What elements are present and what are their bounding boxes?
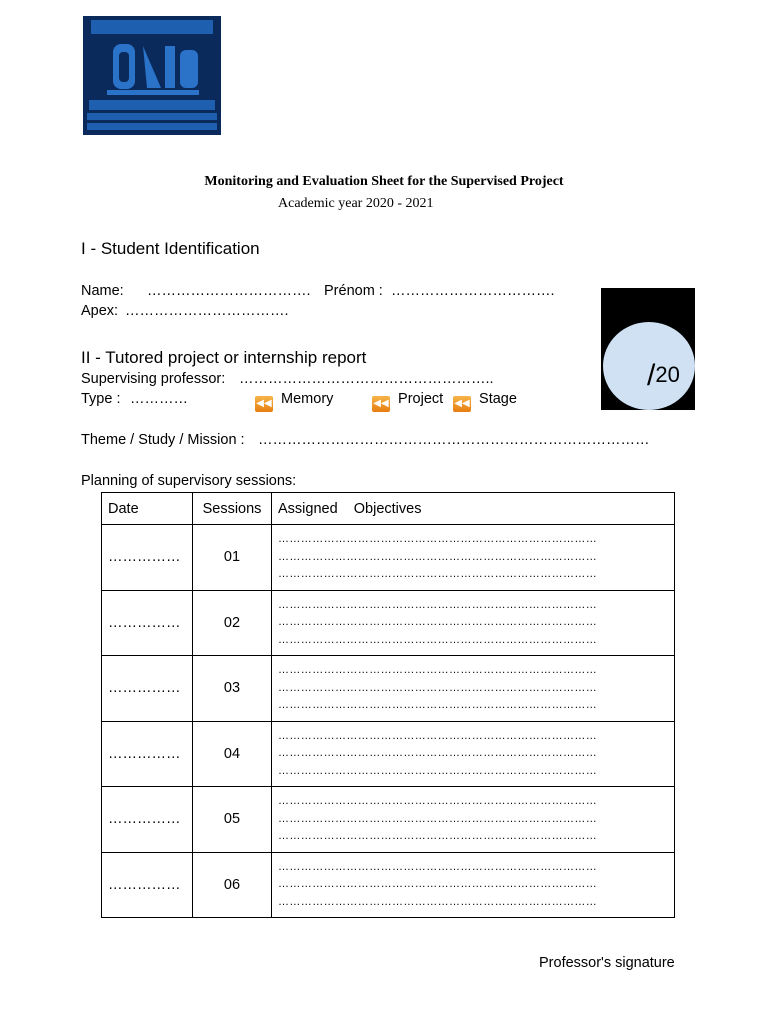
objective-line[interactable]: ………………………………………………………………………… [278, 747, 598, 759]
table-row [102, 525, 675, 591]
session-date-field[interactable]: …………… [102, 721, 193, 787]
planning-label: Planning of supervisory sessions: [81, 473, 297, 489]
objective-line[interactable]: ………………………………………………………………………… [278, 860, 598, 873]
objective-line[interactable]: ………………………………………………………………………… [278, 764, 598, 777]
apex-field[interactable]: ……………………………. [125, 303, 289, 319]
professor-signature-label: Professor's signature [539, 955, 675, 971]
theme-label: Theme / Study / Mission : [81, 432, 245, 448]
score-total: /20 [647, 359, 680, 392]
document-title: Monitoring and Evaluation Sheet for the Supervised Project [204, 174, 564, 189]
objective-line[interactable]: ………………………………………………………………………… [278, 533, 598, 545]
table-row [102, 852, 675, 918]
section-student-identification-heading: I - Student Identification [81, 239, 260, 258]
objective-line[interactable]: ………………………………………………………………………… [278, 795, 598, 807]
option-project[interactable]: ◀◀ Project [372, 391, 443, 412]
session-number: 03 [193, 656, 272, 722]
objective-line[interactable]: ………………………………………………………………………… [278, 830, 598, 842]
session-date-field[interactable]: …………… [102, 525, 193, 591]
supervisor-label: Supervising professor: [81, 371, 226, 387]
objective-line[interactable]: ………………………………………………………………………… [278, 681, 598, 694]
section-report-heading: II - Tutored project or internship report [81, 348, 367, 367]
session-number: 01 [193, 525, 272, 591]
header-objectives: Assigned Objectives [272, 493, 675, 525]
objective-line[interactable]: ………………………………………………………………………… [278, 598, 598, 611]
checkbox-icon[interactable]: ◀◀ [255, 396, 273, 412]
table-row [102, 656, 675, 722]
type-label: Type : [81, 391, 121, 407]
name-field[interactable]: ……………………………. [147, 283, 311, 299]
objective-line[interactable]: ………………………………………………………………………… [278, 878, 598, 890]
header-date: Date [102, 493, 193, 525]
theme-field[interactable]: ……………………………………………………………………… [258, 432, 650, 448]
objective-line[interactable]: ………………………………………………………………………… [278, 812, 598, 825]
session-number: 06 [193, 852, 272, 918]
session-date-field[interactable]: …………… [102, 852, 193, 918]
session-objectives[interactable] [272, 787, 675, 853]
supervisor-field[interactable]: …………………………………………….. [239, 371, 494, 387]
table-header-row [102, 493, 675, 525]
type-field[interactable]: ………… [130, 391, 188, 407]
session-number: 02 [193, 590, 272, 656]
header-sessions: Sessions [193, 493, 272, 525]
objective-line[interactable]: ………………………………………………………………………… [278, 568, 598, 580]
session-objectives[interactable] [272, 852, 675, 918]
table-row [102, 787, 675, 853]
objective-line[interactable]: ………………………………………………………………………… [278, 699, 598, 711]
checkbox-icon[interactable]: ◀◀ [453, 396, 471, 412]
name-label: Name: [81, 283, 124, 299]
objective-line[interactable]: ………………………………………………………………………… [278, 616, 598, 628]
score-box [601, 288, 695, 410]
session-date-field[interactable]: …………… [102, 590, 193, 656]
prenom-field[interactable]: ……………………………. [391, 283, 555, 299]
table-row [102, 721, 675, 787]
planning-table [101, 492, 675, 918]
objective-line[interactable]: ………………………………………………………………………… [278, 895, 598, 908]
prenom-label: Prénom : [324, 283, 383, 299]
university-logo [83, 16, 221, 135]
academic-year: Academic year 2020 - 2021 [278, 196, 434, 211]
objective-line[interactable]: ………………………………………………………………………… [278, 664, 598, 676]
session-number: 05 [193, 787, 272, 853]
option-stage[interactable]: ◀◀ Stage [453, 391, 517, 412]
option-memory[interactable]: ◀◀ Memory [255, 391, 333, 412]
session-date-field[interactable]: …………… [102, 787, 193, 853]
session-objectives[interactable] [272, 656, 675, 722]
session-objectives[interactable] [272, 721, 675, 787]
objective-line[interactable]: ………………………………………………………………………… [278, 633, 598, 646]
objective-line[interactable]: ………………………………………………………………………… [278, 729, 598, 742]
objective-line[interactable]: ………………………………………………………………………… [278, 550, 598, 563]
checkbox-icon[interactable]: ◀◀ [372, 396, 390, 412]
session-objectives[interactable] [272, 590, 675, 656]
session-date-field[interactable]: …………… [102, 656, 193, 722]
table-row [102, 590, 675, 656]
session-number: 04 [193, 721, 272, 787]
apex-label: Apex: [81, 303, 119, 319]
session-objectives[interactable] [272, 525, 675, 591]
